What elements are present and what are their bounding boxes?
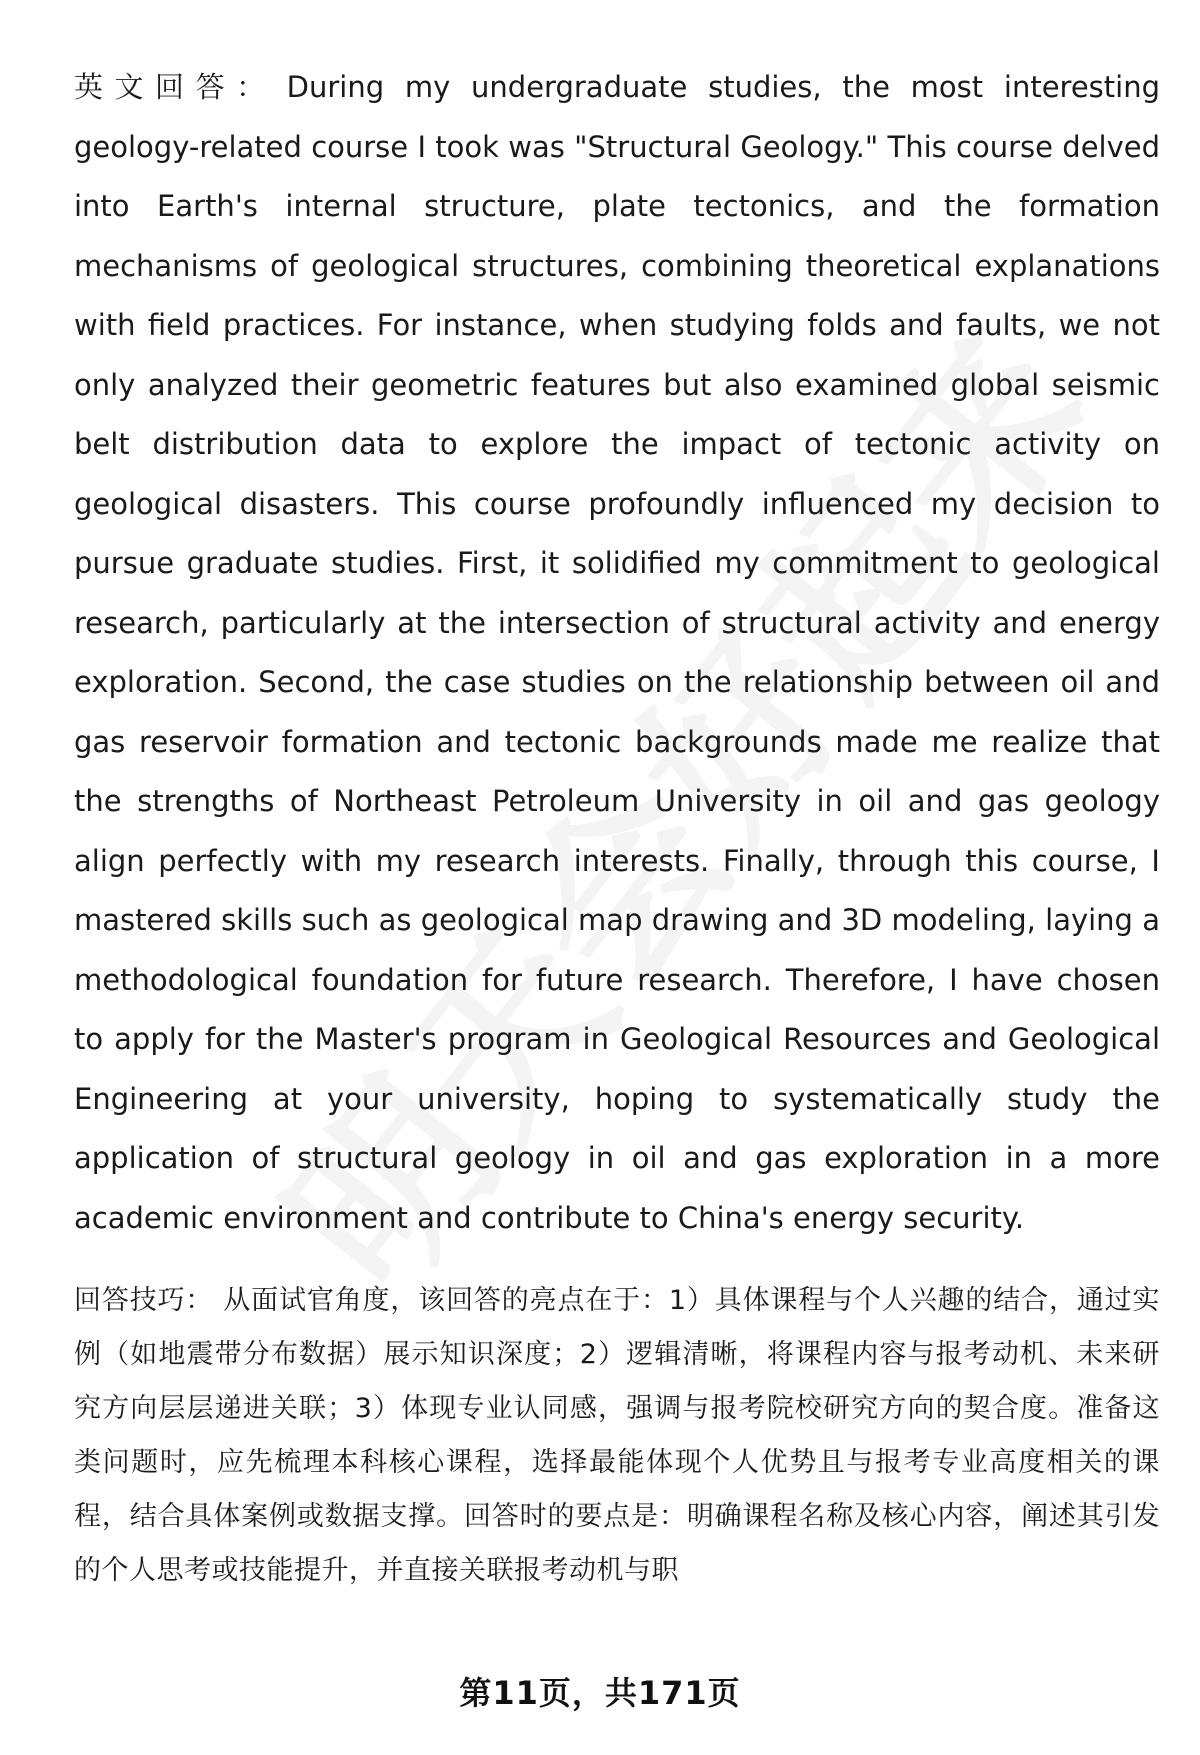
answer-tips-paragraph [74,1274,1160,1598]
document-page [74,58,1160,1598]
english-answer-text: During my undergraduate studies, the most interesting geology-related course I took was "Structural Geology." This course delved into Earth's internal structure, plate tectonics, and the formation mechanisms of geological structures, combining theoretical explanations with field practices. For instance, when studying folds and faults, we not only analyzed their geometric features but also examined global seismic belt distribution data to explore the impact of tectonic activity on geological disasters. This course profoundly influenced my decision to pursue graduate studies. First, it solidified my commitment to geological research, particularly at the intersection of structural activity and energy exploration. Second, the case studies on the relationship between oil and gas reservoir formation and tectonic backgrounds made me realize that the strengths of Northeast Petroleum University in oil and gas geology align perfectly with my research interests. Finally, through this course, I mastered skills such as geological map drawing and 3D modeling, laying a methodological foundation for future research. Therefore, I have chosen to apply for the Master's program in Geological Resources and Geological Engineering at your university, hoping to systematically study the application of structural geology in oil and gas exploration in a more academic environment and contribute to China's energy security. [74,70,1160,1235]
answer-tips-text: 从面试官角度，该回答的亮点在于：1）具体课程与个人兴趣的结合，通过实例（如地震带分布数据）展示知识深度；2）逻辑清晰，将课程内容与报考动机、未来研究方向层层递进关联；3）体现专业认同感，强调与报考院校研究方向的契合度。准备这类问题时，应先梳理本科核心课程，选择最能体现个人优势且与报考专业高度相关的课程，结合具体案例或数据支撑。回答时的要点是：明确课程名称及核心内容，阐述其引发的个人思考或技能提升，并直接关联报考动机与职 [74,1285,1161,1586]
english-answer-paragraph [74,58,1160,1248]
page-number: 第11页，共171页 [459,1674,741,1712]
answer-tips-label: 回答技巧： [74,1285,214,1316]
english-answer-label: 英文回答： [74,70,277,104]
